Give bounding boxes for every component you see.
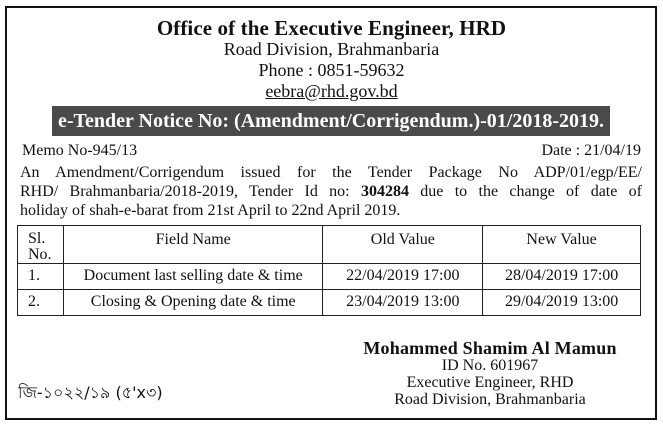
row-old-value: 23/04/2019 13:00 (323, 290, 483, 316)
header-new-value: New Value (483, 226, 641, 264)
body-line-2-post: due to the change of date of (408, 183, 643, 200)
row-sl: 1. (18, 264, 64, 290)
office-title: Office of the Executive Engineer, HRD (156, 16, 507, 40)
tender-notice-banner: e-Tender Notice No: (Amendment/Corrigendum.)-01/2018-2019. (52, 106, 610, 136)
table-row (18, 264, 641, 290)
phone-line: Phone : 0851-59632 (258, 60, 405, 80)
signatory-office: Road Division, Brahmanbaria (394, 391, 586, 408)
body-line-2 (20, 182, 642, 201)
row-new-value: 29/04/2019 13:00 (483, 290, 641, 316)
govt-reference-code: জি-১০২২/১৯ (৫'x৩) (18, 383, 163, 402)
division-line: Road Division, Brahmanbaria (223, 39, 440, 59)
row-field: Document last selling date & time (63, 264, 322, 290)
table-row (18, 290, 641, 316)
signatory-designation: Executive Engineer, RHD (406, 374, 574, 391)
notice-body (20, 163, 642, 220)
row-old-value: 22/04/2019 17:00 (323, 264, 483, 290)
header-field-name: Field Name (63, 226, 322, 264)
body-line-1: An Amendment/Corrigendum issued for the Tender Package No ADP/01/egp/EE/ (20, 164, 642, 181)
body-line-2-pre: RHD/ Brahmanbaria/2018-2019, Tender Id no: (20, 183, 361, 200)
amendment-table (17, 225, 641, 316)
signatory-id: ID No. 601967 (441, 357, 539, 374)
signatory-name: Mohammed Shamim Al Mamun (363, 338, 617, 358)
row-field: Closing & Opening date & time (63, 290, 322, 316)
body-line-3: holiday of shah-e-barat from 21st April to 22nd April 2019. (20, 202, 401, 219)
memo-number: Memo No-945/13 (22, 142, 138, 159)
header-old-value: Old Value (323, 226, 483, 264)
tender-id: 304284 (360, 183, 409, 200)
email-link[interactable]: eebra@rhd.gov.bd (265, 81, 398, 101)
header-sl: Sl. No. (18, 226, 64, 264)
row-new-value: 28/04/2019 17:00 (483, 264, 641, 290)
row-sl: 2. (18, 290, 64, 316)
table-header-row (18, 226, 641, 264)
notice-date: Date : 21/04/19 (541, 142, 641, 159)
